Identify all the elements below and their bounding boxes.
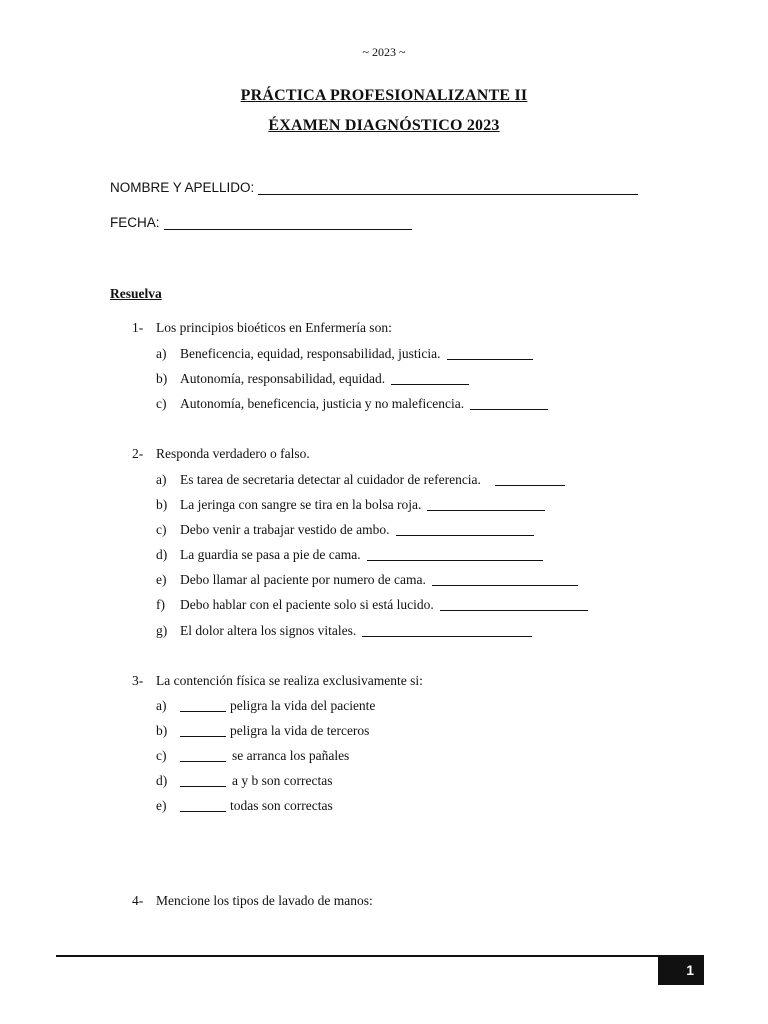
option-text: El dolor altera los signos vitales. [180, 623, 357, 638]
option-1a [156, 346, 533, 362]
answer-blank[interactable] [180, 723, 226, 737]
option-text: todas son correctas [230, 798, 333, 813]
option-text: Beneficencia, equidad, responsabilidad, justicia. [180, 346, 441, 361]
question-1 [132, 320, 392, 336]
answer-blank[interactable] [396, 522, 534, 536]
question-number: 3- [132, 673, 144, 688]
question-text: Responda verdadero o falso. [156, 446, 310, 461]
question-4 [132, 893, 373, 909]
option-letter: c) [156, 748, 167, 763]
answer-blank[interactable] [391, 371, 469, 385]
option-text: se arranca los pañales [232, 748, 350, 763]
option-3d [156, 773, 332, 789]
option-letter: b) [156, 371, 168, 386]
name-field[interactable] [110, 180, 638, 195]
option-2a [156, 472, 565, 488]
question-text: La contención física se realiza exclusivamente si: [156, 673, 423, 688]
answer-blank[interactable] [427, 497, 545, 511]
document-subtitle: ÉXAMEN DIAGNÓSTICO 2023 [268, 117, 500, 134]
option-2g [156, 623, 532, 639]
option-text: La jeringa con sangre se tira en la bolsa roja. [180, 497, 422, 512]
option-text: Debo hablar con el paciente solo si está lucido. [180, 597, 434, 612]
footer-rule [56, 955, 658, 957]
question-2 [132, 446, 310, 462]
answer-blank[interactable] [367, 547, 543, 561]
answer-blank[interactable] [362, 623, 532, 637]
option-3a [156, 698, 375, 714]
option-text: Autonomía, responsabilidad, equidad. [180, 371, 386, 386]
option-letter: d) [156, 773, 168, 788]
option-2b [156, 497, 545, 513]
question-number: 2- [132, 446, 144, 461]
answer-blank[interactable] [447, 346, 533, 360]
option-2f [156, 597, 588, 613]
answer-blank[interactable] [180, 773, 226, 787]
option-text: peligra la vida de terceros [230, 723, 370, 738]
option-1c [156, 396, 548, 412]
option-text: Debo venir a trabajar vestido de ambo. [180, 522, 390, 537]
page-number: 1 [658, 955, 704, 985]
name-blank-line[interactable] [258, 180, 638, 195]
answer-blank[interactable] [470, 396, 548, 410]
option-2c [156, 522, 534, 538]
option-letter: f) [156, 597, 165, 612]
option-letter: e) [156, 572, 167, 587]
answer-blank[interactable] [440, 597, 588, 611]
option-text: La guardia se pasa a pie de cama. [180, 547, 361, 562]
answer-blank[interactable] [180, 698, 226, 712]
answer-blank[interactable] [180, 748, 226, 762]
option-letter: c) [156, 396, 167, 411]
option-2e [156, 572, 578, 588]
name-label: NOMBRE Y APELLIDO: [110, 180, 255, 195]
date-field[interactable] [110, 215, 412, 230]
document-title: PRÁCTICA PROFESIONALIZANTE II [240, 87, 528, 104]
option-letter: d) [156, 547, 168, 562]
question-3 [132, 673, 423, 689]
option-letter: b) [156, 723, 168, 738]
option-2d [156, 547, 543, 563]
answer-blank[interactable] [432, 572, 578, 586]
section-heading: Resuelva [110, 286, 162, 301]
header-mark: ~ 2023 ~ [362, 45, 406, 59]
option-letter: c) [156, 522, 167, 537]
option-text: a y b son correctas [232, 773, 333, 788]
option-text: Debo llamar al paciente por numero de cama. [180, 572, 426, 587]
option-letter: a) [156, 472, 167, 487]
question-text: Los principios bioéticos en Enfermería son: [156, 320, 392, 335]
question-number: 4- [132, 893, 144, 908]
option-letter: a) [156, 698, 167, 713]
question-number: 1- [132, 320, 144, 335]
option-text: Es tarea de secretaria detectar al cuidador de referencia. [180, 472, 481, 487]
option-3c [156, 748, 349, 764]
question-text: Mencione los tipos de lavado de manos: [156, 893, 373, 908]
date-label: FECHA: [110, 215, 160, 230]
option-text: peligra la vida del paciente [230, 698, 376, 713]
answer-blank[interactable] [495, 472, 565, 486]
option-letter: b) [156, 497, 168, 512]
date-blank-line[interactable] [164, 215, 412, 230]
option-letter: g) [156, 623, 168, 638]
option-3b [156, 723, 369, 739]
option-letter: e) [156, 798, 167, 813]
option-letter: a) [156, 346, 167, 361]
option-1b [156, 371, 469, 387]
option-3e [156, 798, 333, 814]
option-text: Autonomía, beneficencia, justicia y no maleficencia. [180, 396, 465, 411]
answer-blank[interactable] [180, 798, 226, 812]
